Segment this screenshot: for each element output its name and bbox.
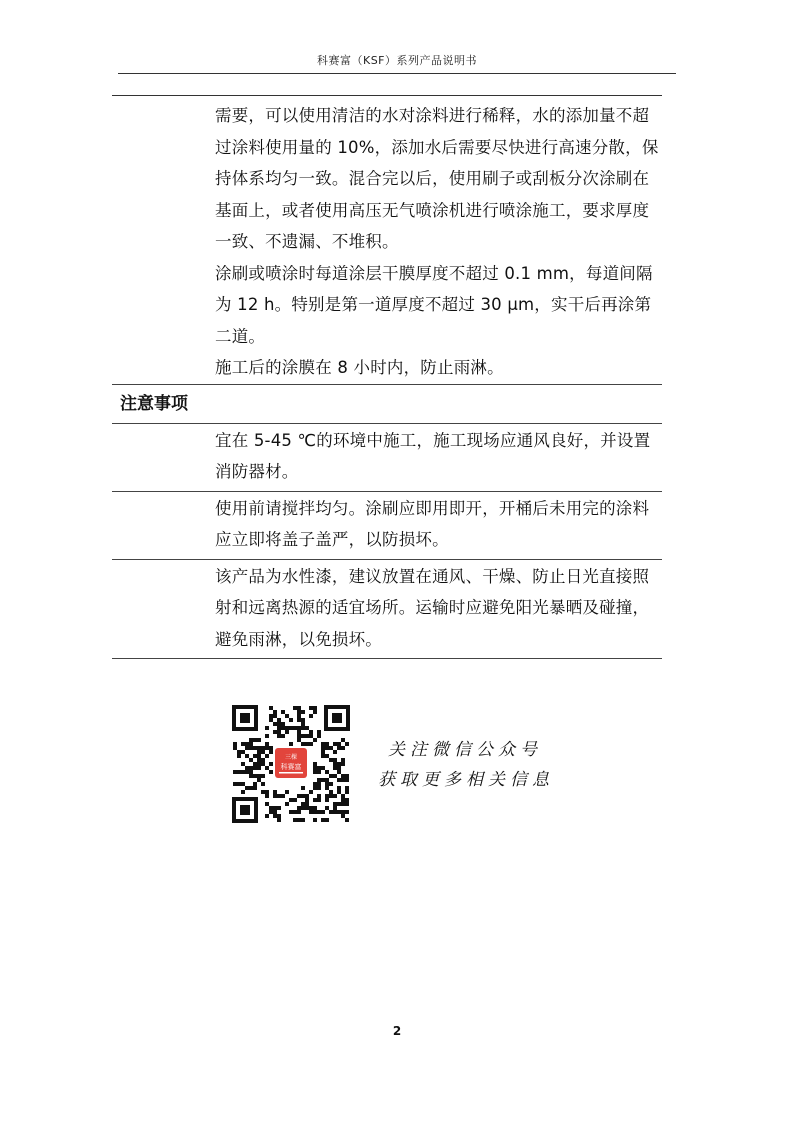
- qr-module: [301, 726, 305, 730]
- page-number: 2: [392, 1024, 402, 1038]
- qr-module: [253, 754, 257, 758]
- qr-module: [317, 798, 321, 802]
- qr-module: [345, 798, 349, 802]
- construction-paragraph: 需要，可以使用清洁的水对涂料进行稀释，水的添加量不超过涂料使用量的 10%，添加水后需要尽快进行高速分散，保持体系均匀一致。混合完以后，使用刷子或刮板分次涂刷在基面上，或者使用高压无气喷涂机进行喷涂施工，要求厚度一致、不遗漏、不堆积。: [215, 106, 659, 251]
- qr-module: [249, 774, 253, 778]
- qr-module: [345, 742, 349, 746]
- qr-module: [301, 806, 305, 810]
- qr-module: [301, 718, 305, 722]
- qr-module: [333, 802, 337, 806]
- qr-module: [337, 746, 341, 750]
- qr-module: [253, 774, 257, 778]
- qr-module: [305, 798, 309, 802]
- qr-module: [341, 814, 345, 818]
- qr-module: [341, 762, 345, 766]
- qr-module: [325, 818, 329, 822]
- qr-module: [277, 726, 281, 730]
- qr-module: [329, 790, 333, 794]
- note-row: [112, 424, 662, 492]
- qr-module: [345, 774, 349, 778]
- qr-module: [293, 798, 297, 802]
- qr-module: [277, 806, 281, 810]
- qr-module: [329, 746, 333, 750]
- qr-module: [297, 718, 301, 722]
- qr-module: [317, 810, 321, 814]
- qr-module: [345, 786, 349, 790]
- qr-module: [289, 742, 293, 746]
- qr-module: [253, 786, 257, 790]
- qr-module: [337, 786, 341, 790]
- qr-module: [265, 814, 269, 818]
- qr-module: [285, 802, 289, 806]
- qr-module: [273, 722, 277, 726]
- qr-module: [341, 758, 345, 762]
- qr-module: [301, 818, 305, 822]
- qr-module: [333, 742, 337, 746]
- qr-module: [269, 718, 273, 722]
- qr-module: [345, 778, 349, 782]
- qr-module: [265, 802, 269, 806]
- qr-module: [329, 782, 333, 786]
- qr-module: [301, 734, 305, 738]
- qr-module: [313, 706, 317, 710]
- qr-module: [317, 794, 321, 798]
- qr-module: [273, 806, 277, 810]
- qr-module: [317, 730, 321, 734]
- qr-module: [257, 778, 261, 782]
- qr-module: [325, 794, 329, 798]
- notes-title-row: [112, 385, 662, 424]
- qr-module: [237, 750, 241, 754]
- qr-module: [249, 766, 253, 770]
- qr-module: [285, 790, 289, 794]
- qr-module: [329, 810, 333, 814]
- qr-module: [309, 730, 313, 734]
- qr-module: [265, 754, 269, 758]
- qr-module: [305, 806, 309, 810]
- qr-module: [297, 806, 301, 810]
- qr-module: [341, 794, 345, 798]
- qr-module: [289, 718, 293, 722]
- qr-module: [341, 738, 345, 742]
- qr-module: [337, 778, 341, 782]
- qr-module: [281, 710, 285, 714]
- qr-module: [317, 782, 321, 786]
- qr-module: [285, 714, 289, 718]
- qr-module: [281, 734, 285, 738]
- qr-module: [313, 762, 317, 766]
- qr-module: [329, 774, 333, 778]
- qr-module: [305, 794, 309, 798]
- qr-module: [321, 754, 325, 758]
- qr-module: [289, 810, 293, 814]
- qr-module: [293, 818, 297, 822]
- qr-module: [329, 794, 333, 798]
- construction-text: [215, 100, 660, 384]
- qr-module: [273, 814, 277, 818]
- qr-module: [337, 766, 341, 770]
- qr-module: [261, 762, 265, 766]
- qr-module: [313, 782, 317, 786]
- qr-module: [305, 734, 309, 738]
- qr-module: [241, 790, 245, 794]
- qr-module: [337, 790, 341, 794]
- qr-module: [285, 726, 289, 730]
- qr-module: [313, 798, 317, 802]
- qr-module: [325, 786, 329, 790]
- qr-module: [297, 730, 301, 734]
- qr-module: [317, 770, 321, 774]
- qr-module: [305, 802, 309, 806]
- qr-module: [265, 766, 269, 770]
- qr-module: [249, 746, 253, 750]
- qr-module: [313, 770, 317, 774]
- qr-module: [277, 734, 281, 738]
- qr-module: [313, 818, 317, 822]
- qr-module: [301, 802, 305, 806]
- qr-module: [249, 758, 253, 762]
- qr-module: [313, 786, 317, 790]
- qr-module: [237, 754, 241, 758]
- qr-module: [341, 810, 345, 814]
- qr-module: [269, 750, 273, 754]
- qr-module: [253, 782, 257, 786]
- qr-module: [309, 810, 313, 814]
- qr-module: [277, 814, 281, 818]
- qr-module: [301, 722, 305, 726]
- qr-module: [341, 774, 345, 778]
- qr-module: [269, 746, 273, 750]
- qr-module: [293, 810, 297, 814]
- qr-module: [345, 802, 349, 806]
- qr-module: [333, 794, 337, 798]
- qr-module: [321, 746, 325, 750]
- content-table: [112, 95, 662, 659]
- qr-module: [257, 746, 261, 750]
- qr-module: [325, 770, 329, 774]
- qr-module: [313, 810, 317, 814]
- qr-module: [321, 810, 325, 814]
- qr-module: [341, 798, 345, 802]
- qr-module: [273, 810, 277, 814]
- qr-module: [297, 738, 301, 742]
- qr-module: [309, 742, 313, 746]
- qr-module: [281, 722, 285, 726]
- note-row: [112, 560, 662, 660]
- qr-module: [269, 770, 273, 774]
- qr-module: [257, 758, 261, 762]
- section-title: 注意事项: [120, 393, 188, 414]
- qr-module: [237, 782, 241, 786]
- qr-module: [265, 726, 269, 730]
- qr-module: [345, 810, 349, 814]
- qr-module: [273, 794, 277, 798]
- qr-module: [325, 798, 329, 802]
- wechat-qr-code: [230, 703, 352, 825]
- wechat-caption: [378, 735, 578, 795]
- qr-module: [297, 734, 301, 738]
- qr-module: [289, 726, 293, 730]
- qr-code-graphic: [230, 703, 352, 825]
- qr-module: [253, 766, 257, 770]
- qr-module: [321, 766, 325, 770]
- qr-module: [245, 766, 249, 770]
- qr-module: [337, 742, 341, 746]
- qr-module: [261, 750, 265, 754]
- qr-module: [233, 742, 237, 746]
- qr-module: [325, 746, 329, 750]
- qr-module: [273, 730, 277, 734]
- logo-text: 科赛富: [280, 763, 302, 771]
- qr-module: [245, 742, 249, 746]
- qr-module: [269, 762, 273, 766]
- qr-module: [325, 754, 329, 758]
- qr-module: [265, 746, 269, 750]
- qr-module: [257, 762, 261, 766]
- qr-module: [325, 778, 329, 782]
- qr-module: [253, 738, 257, 742]
- qr-module: [293, 706, 297, 710]
- qr-module: [241, 742, 245, 746]
- qr-module: [297, 810, 301, 814]
- qr-module: [321, 818, 325, 822]
- qr-module: [277, 718, 281, 722]
- caption-line: 关注微信公众号: [388, 740, 542, 760]
- qr-module: [237, 770, 241, 774]
- construction-paragraph: 涂刷或喷涂时每道涂层干膜厚度不超过 0.1 mm，每道间隔为 12 h。特别是第一道厚度不超过 30 μm，实干后再涂第二道。: [215, 263, 653, 346]
- qr-module: [301, 710, 305, 714]
- qr-module: [241, 770, 245, 774]
- qr-module: [321, 750, 325, 754]
- qr-module: [277, 818, 281, 822]
- note-row: [112, 492, 662, 560]
- note-text: 该产品为水性漆，建议放置在通风、干燥、防止日光直接照射和远离热源的适宜场所。运输时应避免阳光暴晒及碰撞，避免雨淋，以免损坏。: [215, 566, 650, 649]
- construction-row: [112, 96, 662, 385]
- qr-module: [341, 802, 345, 806]
- qr-module: [333, 762, 337, 766]
- qr-module: [333, 806, 337, 810]
- qr-module: [333, 750, 337, 754]
- qr-module: [309, 790, 313, 794]
- logo-text: 三棵: [284, 754, 298, 761]
- qr-module: [345, 818, 349, 822]
- qr-module: [317, 734, 321, 738]
- qr-module: [317, 778, 321, 782]
- qr-module: [333, 810, 337, 814]
- qr-module: [297, 818, 301, 822]
- qr-module: [313, 766, 317, 770]
- qr-module: [289, 798, 293, 802]
- qr-module: [297, 714, 301, 718]
- qr-module: [269, 706, 273, 710]
- qr-module: [245, 746, 249, 750]
- note-text: 使用前请搅拌均匀。涂刷应即用即开，开桶后未用完的涂料应立即将盖子盖严，以防损坏。: [215, 498, 650, 549]
- qr-module: [257, 738, 261, 742]
- qr-module: [329, 758, 333, 762]
- qr-module: [321, 778, 325, 782]
- qr-module: [309, 734, 313, 738]
- qr-module: [233, 770, 237, 774]
- qr-module: [265, 734, 269, 738]
- construction-paragraph: 施工后的涂膜在 8 小时内，防止雨淋。: [215, 358, 504, 377]
- qr-module: [241, 782, 245, 786]
- qr-module: [253, 746, 257, 750]
- qr-module: [337, 802, 341, 806]
- qr-module: [325, 782, 329, 786]
- qr-module: [245, 770, 249, 774]
- qr-module: [333, 758, 337, 762]
- qr-module: [269, 714, 273, 718]
- qr-module: [257, 774, 261, 778]
- qr-module: [337, 810, 341, 814]
- qr-module: [297, 706, 301, 710]
- qr-module: [269, 810, 273, 814]
- qr-module: [233, 782, 237, 786]
- qr-module: [257, 750, 261, 754]
- caption-line: 获取更多相关信息: [378, 770, 554, 790]
- qr-module: [249, 786, 253, 790]
- qr-module: [341, 778, 345, 782]
- qr-module: [277, 794, 281, 798]
- qr-module: [249, 770, 253, 774]
- qr-module: [281, 794, 285, 798]
- header-divider: [118, 73, 676, 74]
- qr-module: [305, 742, 309, 746]
- qr-module: [333, 774, 337, 778]
- qr-module: [297, 726, 301, 730]
- qr-module: [265, 790, 269, 794]
- qr-module: [313, 710, 317, 714]
- qr-module: [277, 722, 281, 726]
- qr-module: [285, 730, 289, 734]
- qr-module: [297, 794, 301, 798]
- qr-module: [249, 742, 253, 746]
- qr-module: [265, 742, 269, 746]
- qr-module: [273, 710, 277, 714]
- qr-module: [301, 794, 305, 798]
- qr-module: [305, 726, 309, 730]
- qr-module: [281, 726, 285, 730]
- qr-module: [265, 794, 269, 798]
- qr-module: [241, 750, 245, 754]
- qr-module: [241, 762, 245, 766]
- qr-module: [233, 746, 237, 750]
- qr-module: [309, 714, 313, 718]
- qr-module: [253, 762, 257, 766]
- qr-module: [273, 790, 277, 794]
- qr-module: [261, 746, 265, 750]
- qr-module: [257, 754, 261, 758]
- page-header: 科赛富（KSF）系列产品说明书: [316, 54, 478, 67]
- qr-module: [297, 710, 301, 714]
- qr-module: [277, 730, 281, 734]
- qr-module: [273, 714, 277, 718]
- qr-module: [341, 746, 345, 750]
- qr-module: [309, 706, 313, 710]
- qr-module: [325, 742, 329, 746]
- qr-module: [333, 766, 337, 770]
- qr-module: [261, 774, 265, 778]
- qr-module: [301, 742, 305, 746]
- qr-module: [293, 726, 297, 730]
- qr-module: [301, 786, 305, 790]
- qr-module: [261, 790, 265, 794]
- qr-module: [245, 786, 249, 790]
- qr-module: [317, 766, 321, 770]
- qr-module: [313, 738, 317, 742]
- qr-module: [269, 806, 273, 810]
- qr-module: [261, 758, 265, 762]
- note-text: 宜在 5-45 ℃的环境中施工，施工现场应通风良好，并设置消防器材。: [215, 430, 651, 481]
- qr-module: [325, 806, 329, 810]
- qr-module: [257, 766, 261, 770]
- qr-module: [309, 806, 313, 810]
- qr-module: [313, 806, 317, 810]
- qr-module: [249, 738, 253, 742]
- qr-module: [245, 754, 249, 758]
- qr-module: [317, 786, 321, 790]
- qr-module: [321, 742, 325, 746]
- qr-module: [345, 790, 349, 794]
- qr-module: [261, 782, 265, 786]
- qr-module: [337, 762, 341, 766]
- qr-module: [337, 770, 341, 774]
